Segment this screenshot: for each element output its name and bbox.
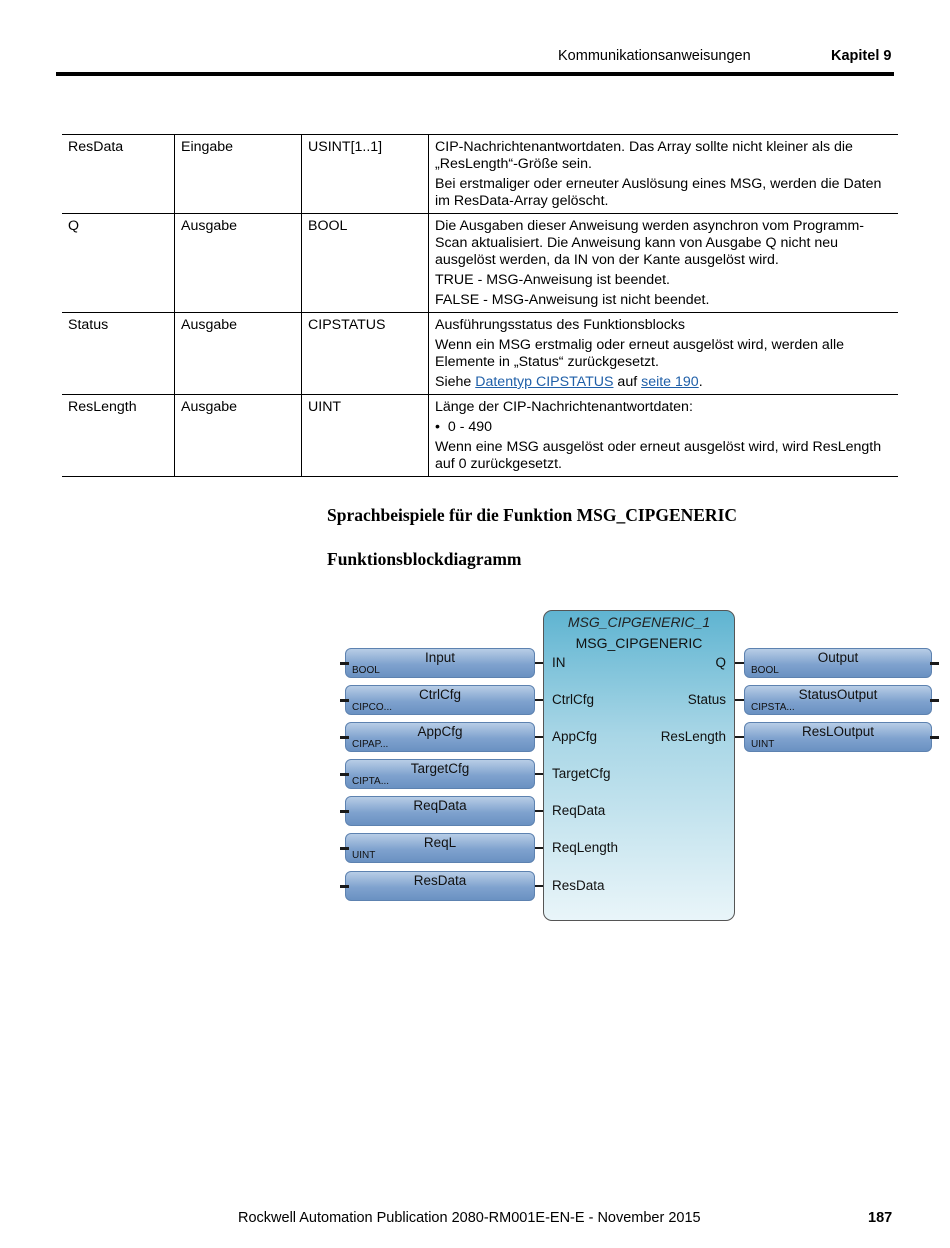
param-direction: Ausgabe xyxy=(175,395,302,477)
cross-reference xyxy=(435,374,892,391)
input-variable-box[interactable] xyxy=(345,759,535,789)
output-variable-box[interactable] xyxy=(744,722,932,752)
table-row xyxy=(62,395,898,477)
variable-name: ReqL xyxy=(423,835,457,850)
input-variable-box[interactable] xyxy=(345,648,535,678)
param-name: ResData xyxy=(62,135,175,214)
block-input-pin-label: ResData xyxy=(552,878,605,893)
bullet-icon: • xyxy=(435,419,448,435)
description-text: Ausführungsstatus des Funktionsblocks xyxy=(435,317,685,333)
param-type: BOOL xyxy=(302,214,429,313)
param-type: CIPSTATUS xyxy=(302,313,429,395)
table-row xyxy=(62,214,898,313)
output-variable-box[interactable] xyxy=(744,648,932,678)
variable-name: CtrlCfg xyxy=(418,687,461,702)
description-text: FALSE - MSG-Anweisung ist nicht beendet. xyxy=(435,292,710,308)
function-block-diagram xyxy=(340,606,940,928)
param-description xyxy=(429,395,899,477)
block-output-pin-label: Status xyxy=(687,692,726,707)
table-row xyxy=(62,313,898,395)
description-text: Länge der CIP-Nachrichtenantwortdaten: xyxy=(435,399,693,415)
output-pin-stub xyxy=(930,662,939,665)
block-output-pin-label: ResLength xyxy=(660,729,726,744)
param-description xyxy=(429,313,899,395)
param-type: USINT[1..1] xyxy=(302,135,429,214)
ref-prefix: Siehe xyxy=(435,374,476,390)
param-name: Status xyxy=(62,313,175,395)
block-input-pin-label: ReqData xyxy=(552,803,606,818)
variable-type: CIPSTA... xyxy=(751,702,795,713)
variable-name: StatusOutput xyxy=(798,687,878,702)
param-direction: Ausgabe xyxy=(175,214,302,313)
input-pin-stub xyxy=(340,736,349,739)
description-text: TRUE - MSG-Anweisung ist beendet. xyxy=(435,272,670,288)
input-variable-box[interactable] xyxy=(345,871,535,901)
description-text: Bei erstmaliger oder erneuter Auslösung eines MSG, werden die Daten im ResData-Array gelöscht. xyxy=(435,176,882,209)
block-type-name: MSG_CIPGENERIC xyxy=(575,635,703,651)
input-pin-stub xyxy=(340,810,349,813)
ref-middle: auf xyxy=(613,374,642,390)
description-text: Wenn eine MSG ausgelöst oder erneut ausgelöst wird, wird ResLength auf 0 zurückgesetzt. xyxy=(435,439,882,472)
output-pin-stub xyxy=(930,699,939,702)
page-190-link[interactable]: seite 190 xyxy=(641,374,699,390)
param-direction: Eingabe xyxy=(175,135,302,214)
header-section-title: Kommunikationsanweisungen xyxy=(558,48,751,64)
output-variable-box[interactable] xyxy=(744,685,932,715)
input-variable-box[interactable] xyxy=(345,833,535,863)
examples-heading: Sprachbeispiele für die Funktion MSG_CIPGENERIC xyxy=(327,505,738,525)
variable-name: ResData xyxy=(413,873,467,888)
block-input-pin-label: TargetCfg xyxy=(552,766,611,781)
variable-type: CIPAP... xyxy=(352,739,389,750)
block-input-pin-label: AppCfg xyxy=(552,729,598,744)
input-pin-stub xyxy=(340,662,349,665)
footer-page-number: 187 xyxy=(868,1210,893,1226)
description-text: Die Ausgaben dieser Anweisung werden asynchron vom Programm-Scan aktualisiert. Die Anweisung kann von Ausgabe Q nicht neu ausgelöst werden, da IN von der Kante ausgelöst wird. xyxy=(435,218,864,268)
param-type: UINT xyxy=(302,395,429,477)
function-block[interactable] xyxy=(543,610,735,921)
input-pin-stub xyxy=(340,847,349,850)
table-row xyxy=(62,135,898,214)
header-rule xyxy=(56,72,894,76)
param-name: Q xyxy=(62,214,175,313)
input-pin-stub xyxy=(340,699,349,702)
variable-type: CIPCO... xyxy=(352,702,393,713)
variable-type: UINT xyxy=(751,739,775,750)
fbd-heading: Funktionsblockdiagramm xyxy=(327,549,522,569)
header-chapter: Kapitel 9 xyxy=(831,48,892,64)
parameter-table xyxy=(62,134,898,477)
variable-type: BOOL xyxy=(352,665,380,676)
block-input-pin-label: CtrlCfg xyxy=(552,692,595,707)
block-output-pin-label: Q xyxy=(715,655,726,670)
param-description xyxy=(429,135,899,214)
block-input-pin-label: ReqLength xyxy=(552,840,619,855)
footer-publication: Rockwell Automation Publication 2080-RM001E-EN-E - November 2015 xyxy=(238,1210,701,1226)
output-pin-stub xyxy=(930,736,939,739)
variable-type: CIPTA... xyxy=(352,776,390,787)
input-variable-box[interactable] xyxy=(345,685,535,715)
variable-name: ReqData xyxy=(413,798,467,813)
input-variable-box[interactable] xyxy=(345,722,535,752)
ref-suffix: . xyxy=(698,374,703,390)
description-text: CIP-Nachrichtenantwortdaten. Das Array sollte nicht kleiner als die „ResLength“-Größe sein. xyxy=(435,139,853,172)
variable-name: AppCfg xyxy=(417,724,463,739)
bullet-text: 0 - 490 xyxy=(447,419,493,435)
variable-type: UINT xyxy=(352,850,376,861)
variable-name: ResLOutput xyxy=(801,724,875,739)
bullet-item xyxy=(435,419,892,436)
input-variable-box[interactable] xyxy=(345,796,535,826)
variable-name: Input xyxy=(424,650,456,665)
block-input-pin-label: IN xyxy=(552,655,566,670)
variable-type: BOOL xyxy=(751,665,779,676)
description-text: Wenn ein MSG erstmalig oder erneut ausgelöst wird, werden alle Elemente in „Status“ zurückgesetzt. xyxy=(435,337,845,370)
variable-name: Output xyxy=(817,650,859,665)
input-pin-stub xyxy=(340,773,349,776)
param-description xyxy=(429,214,899,313)
datatype-cipstatus-link[interactable]: Datentyp CIPSTATUS xyxy=(475,374,614,390)
input-pin-stub xyxy=(340,885,349,888)
block-instance-name: MSG_CIPGENERIC_1 xyxy=(567,614,711,630)
variable-name: TargetCfg xyxy=(410,761,470,776)
param-name: ResLength xyxy=(62,395,175,477)
param-direction: Ausgabe xyxy=(175,313,302,395)
